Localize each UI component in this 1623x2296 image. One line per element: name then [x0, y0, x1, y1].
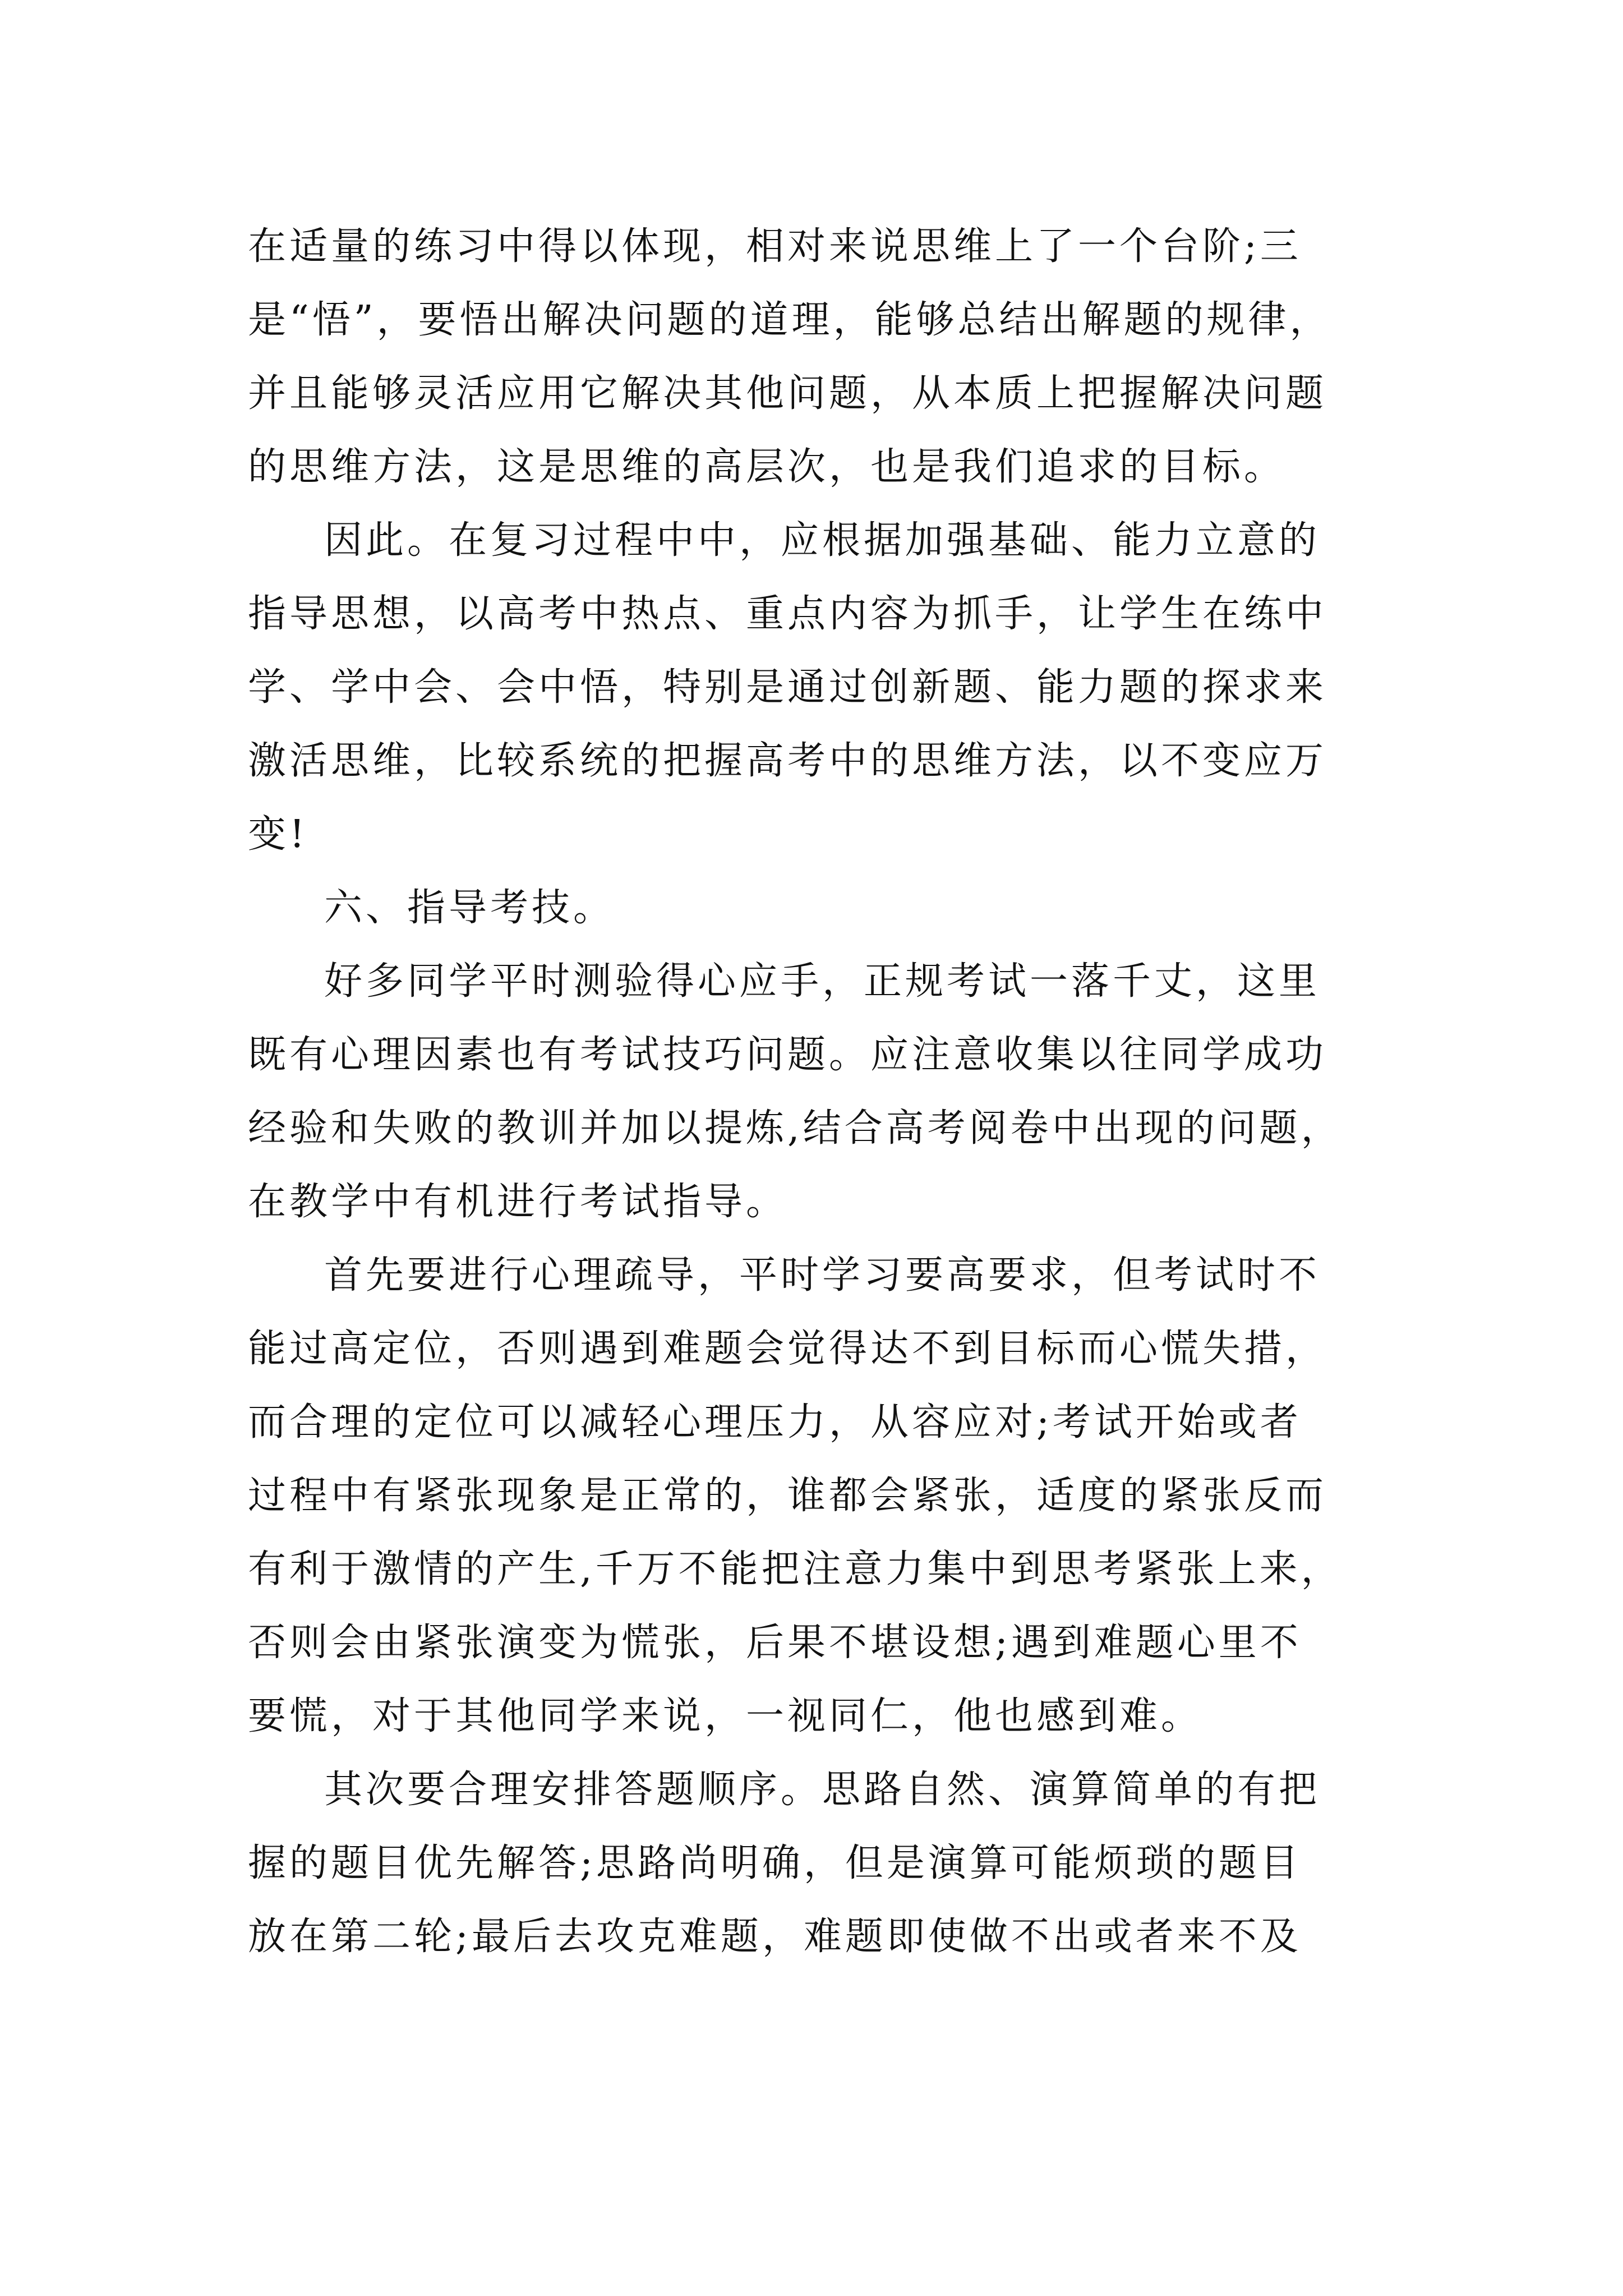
text-line: 能过高定位，否则遇到难题会觉得达不到目标而心慌失措，: [248, 1327, 1327, 1371]
text-line: 要慌，对于其他同学来说，一视同仁，他也感到难。: [248, 1694, 1203, 1738]
paragraph-first-line: 首先要进行心理疏导，平时学习要高要求，但考试时不: [324, 1253, 1321, 1297]
text-line: 在教学中有机进行考试指导。: [248, 1180, 788, 1224]
paragraph-first-line: 其次要合理安排答题顺序。思路自然、演算简单的有把: [324, 1768, 1321, 1812]
text-line: 激活思维，比较系统的把握高考中的思维方法，以不变应万: [248, 739, 1327, 783]
text-line: 经验和失败的教训并加以提炼,结合高考阅卷中出现的问题，: [248, 1106, 1343, 1151]
text-line: 既有心理因素也有考试技巧问题。应注意收集以往同学成功: [248, 1033, 1327, 1077]
section-heading: 六、指导考技。: [324, 886, 615, 930]
text-line: 指导思想，以高考中热点、重点内容为抓手，让学生在练中: [248, 592, 1327, 636]
paragraph-first-line: 好多同学平时测验得心应手，正规考试一落千丈，这里: [324, 959, 1321, 1004]
text-line: 并且能够灵活应用它解决其他问题，从本质上把握解决问题: [248, 371, 1327, 416]
text-line: 握的题目优先解答;思路尚明确，但是演算可能烦琐的题目: [248, 1841, 1302, 1885]
text-line: 过程中有紧张现象是正常的，谁都会紧张，适度的紧张反而: [248, 1474, 1327, 1518]
text-line: 而合理的定位可以减轻心理压力，从容应对;考试开始或者: [248, 1400, 1302, 1444]
text-line: 变!: [248, 812, 308, 857]
paragraph-first-line: 因此。在复习过程中中，应根据加强基础、能力立意的: [324, 518, 1321, 563]
text-line: 在适量的练习中得以体现，相对来说思维上了一个台阶;三: [248, 224, 1302, 269]
text-line: 否则会由紧张演变为慌张，后果不堪设想;遇到难题心里不: [248, 1621, 1302, 1665]
text-line: 学、学中会、会中悟，特别是通过创新题、能力题的探求来: [248, 665, 1327, 710]
text-line: 是“悟”，要悟出解决问题的道理，能够总结出解题的规律，: [248, 298, 1331, 342]
text-line: 有利于激情的产生,千万不能把注意力集中到思考紧张上来，: [248, 1547, 1343, 1591]
text-line: 的思维方法，这是思维的高层次，也是我们追求的目标。: [248, 445, 1286, 489]
text-line: 放在第二轮;最后去攻克难题，难题即使做不出或者来不及: [248, 1915, 1302, 1959]
